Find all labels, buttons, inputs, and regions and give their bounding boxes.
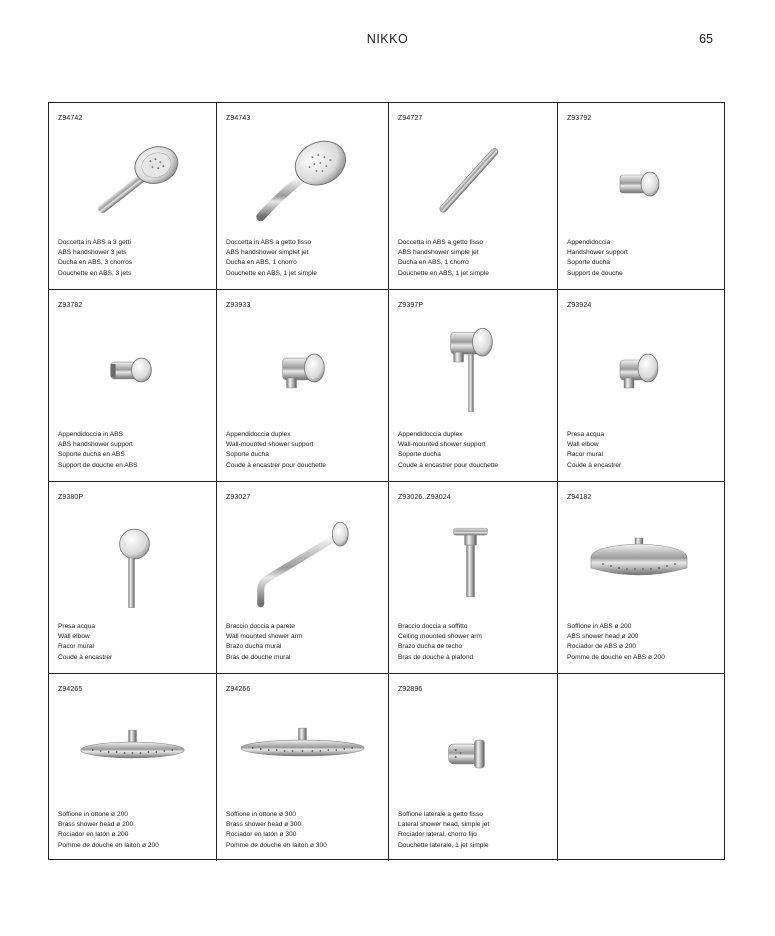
product-code: Z94727 (398, 115, 423, 122)
product-description: Braccio doccia a parete Wall mounted shower arm Brazo ducha mural Bras de douche mural (226, 622, 303, 661)
product-description: Soffione in ottone ø 300 Brass shower head ø 300 Rociador en latón ø 300 Pomme de douche en laiton ø 300 (226, 810, 327, 849)
product-cell (558, 482, 724, 674)
abs-shower-head-icon (558, 508, 724, 612)
lateral-shower-head-icon (389, 700, 557, 804)
abs-handshower-support-icon (49, 316, 216, 420)
product-cell (217, 482, 389, 674)
product-code: Z94182 (567, 494, 592, 501)
handshower-simple-jet-icon (217, 129, 388, 233)
wall-shower-support-icon (217, 316, 388, 420)
product-cell (49, 103, 217, 290)
product-description: Doccetta in ABS a 3 getti ABS handshower 3 jets Ducha en ABS, 3 chorros Douchette en ABS, 3 jets (58, 238, 133, 277)
product-description: Appendidoccia in ABS ABS handshower support Soporte ducha en ABS Support de douche en ABS (58, 430, 138, 469)
product-description: Doccetta in ABS a getto fisso ABS handshower simplet jet Ducha en ABS, 1 chorro Douchette en ABS, 1 jet simple (226, 238, 317, 277)
product-cell (217, 103, 389, 290)
product-code: Z9380P (58, 494, 84, 501)
product-code: Z93026..Z93024 (398, 494, 451, 501)
product-description: Appendidoccia duplex Wall-mounted shower support Soporte ducha Coude à encastrer pour douchette (226, 430, 327, 469)
product-cell (217, 290, 389, 482)
empty-cell (558, 674, 724, 861)
product-code: Z93782 (58, 302, 83, 309)
product-cell (389, 482, 558, 674)
product-cell (217, 674, 389, 861)
product-cell (389, 290, 558, 482)
product-description: Soffione laterale a getto fisso Lateral shower head, simple jet Rociador lateral, chorro fijo Douchette laterale, 1 jet simple (398, 810, 490, 849)
product-description: Appendidoccia Handshower support Soporte ducha Support de douche (567, 238, 628, 277)
product-description: Presa acqua Wall elbow Racor mural Coude à encastrer (58, 622, 113, 661)
product-description: Soffione in ABS ø 200 ABS shower head ø 200 Rociador de ABS ø 200 Pomme de douche en ABS ø 200 (567, 622, 665, 661)
product-code: Z94265 (58, 686, 83, 693)
product-code: Z93933 (226, 302, 251, 309)
handshower-3jets-icon (49, 129, 216, 233)
handshower-support-icon (558, 129, 724, 233)
product-description: Appendidoccia duplex Wall-mounted shower support Soporte ducha Coude à encastrer pour douchette (398, 430, 499, 469)
product-cell (558, 103, 724, 290)
product-cell (558, 290, 724, 482)
product-cell (49, 290, 217, 482)
product-code: Z93027 (226, 494, 251, 501)
product-cell (49, 674, 217, 861)
brass-shower-head-300-icon (217, 700, 388, 804)
product-cell (389, 674, 558, 861)
product-description: Presa acqua Wall elbow Racor mural Coude à encastrer (567, 430, 622, 469)
brand-title: NIKKO (366, 32, 409, 46)
wall-shower-arm-icon (217, 508, 388, 612)
product-code: Z9397P (398, 302, 424, 309)
stick-handshower-icon (389, 129, 557, 233)
wall-elbow-round-icon (49, 508, 216, 612)
product-code: Z94743 (226, 115, 251, 122)
wall-elbow-icon (558, 316, 724, 420)
product-code: Z93924 (567, 302, 592, 309)
product-description: Soffione in ottone ø 200 Brass shower head ø 200 Rociador en latón ø 200 Pomme de douche en laiton ø 200 (58, 810, 159, 849)
product-description: Doccetta in ABS a getto fisso ABS handshower simple jet Ducha en ABS, 1 chorro Douchette en ABS, 1 jet simple (398, 238, 489, 277)
wall-shower-support-hose-icon (389, 316, 557, 420)
product-cell (49, 482, 217, 674)
product-code: Z92896 (398, 686, 423, 693)
brass-shower-head-200-icon (49, 700, 216, 804)
product-cell (389, 103, 558, 290)
ceiling-shower-arm-icon (389, 508, 557, 612)
page-number: 65 (699, 32, 713, 46)
product-code: Z93792 (567, 115, 592, 122)
product-grid (48, 102, 725, 860)
product-description: Braccio doccia a soffitto Ceiling mounted shower arm Brazo ducha de techo Bras de douche à plafond (398, 622, 482, 661)
product-code: Z94266 (226, 686, 251, 693)
product-code: Z94742 (58, 115, 83, 122)
